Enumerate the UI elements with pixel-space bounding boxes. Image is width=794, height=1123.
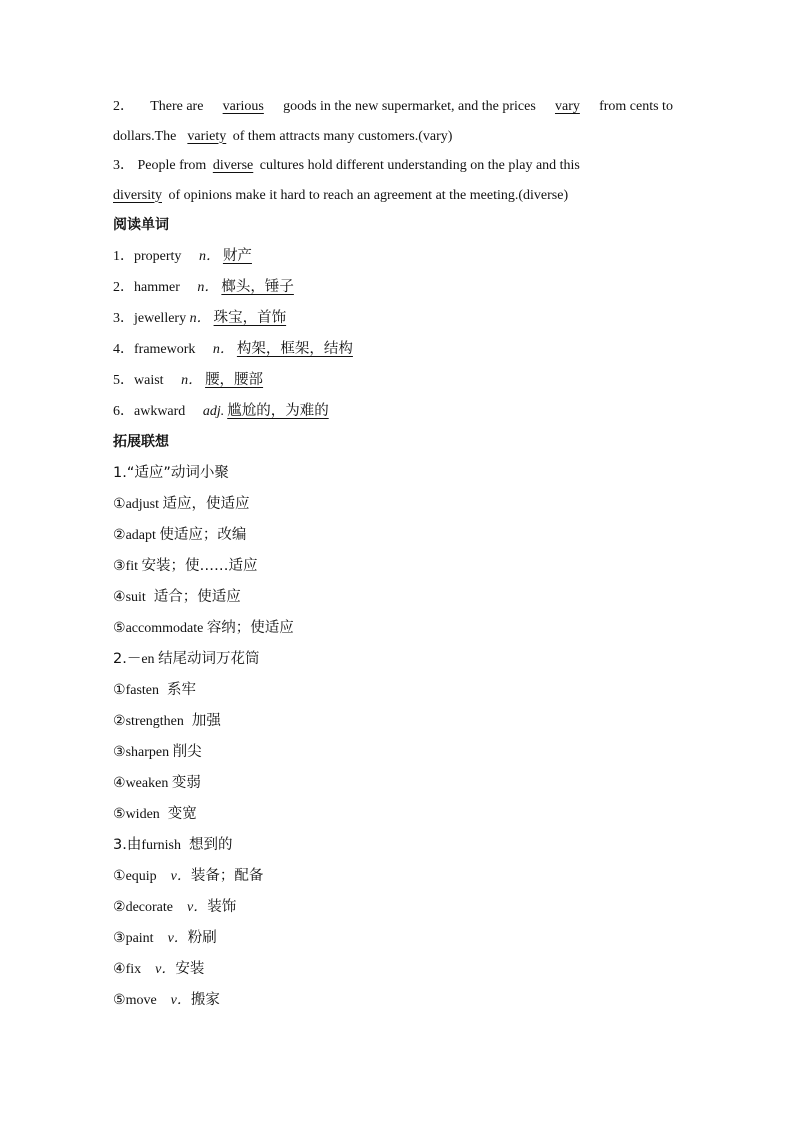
meaning-answer: 财产 <box>222 248 252 264</box>
extension-heading: 拓展联想 <box>113 434 169 450</box>
group-2-item: ①fasten 系牢 <box>113 682 196 698</box>
exercise-2-answer-variety: variety <box>187 128 227 144</box>
group-2-item: ⑤widen 变宽 <box>113 806 197 822</box>
exercise-2-line-2 <box>113 122 673 152</box>
exercise-3-text-d: of opinions make it hard to reach an agreement at the meeting.(diverse) <box>168 187 569 203</box>
group-1-item: ④suit 适合；使适应 <box>113 589 241 605</box>
group-1-item: ③fit 安装；使……适应 <box>113 558 258 574</box>
group-3-item: ②decorate v．装饰 <box>113 899 237 915</box>
exercise-2-text-f: of them attracts many customers.(vary) <box>232 128 453 144</box>
word: hammer <box>134 280 180 295</box>
reading-words-heading: 阅读单词 <box>113 217 169 233</box>
group-3-item: ①equip v．装备；配备 <box>113 868 264 884</box>
reading-item: 6．awkward adj. 尴尬的，为难的 <box>113 396 673 427</box>
reading-item: 3．jewellery n． 珠宝，首饰 <box>113 303 673 334</box>
group-3-item: ⑤move v．搬家 <box>113 992 220 1008</box>
group-2-item: ③sharpen 削尖 <box>113 744 202 760</box>
exercise-3-text-c: cultures hold different understanding on the play and this <box>259 158 580 173</box>
word: awkward <box>134 404 186 419</box>
document-page <box>113 92 673 1016</box>
part-of-speech: n． <box>212 342 234 357</box>
exercise-2-text-a: There are <box>150 99 204 114</box>
group-1-item: ⑤accommodate 容纳；使适应 <box>113 620 294 636</box>
meaning-answer: 腰，腰部 <box>205 372 264 388</box>
meaning-answer: 构架，框架，结构 <box>236 341 353 357</box>
reading-item: 1．property n． 财产 <box>113 241 673 272</box>
exercise-3-line-2 <box>113 181 673 211</box>
group-1-item: ①adjust 适应，使适应 <box>113 496 250 512</box>
meaning-answer: 尴尬的，为难的 <box>227 403 329 419</box>
group-2-item: ④weaken 变弱 <box>113 775 201 791</box>
group-2-item: ②strengthen 加强 <box>113 713 221 729</box>
part-of-speech: n． <box>198 249 220 264</box>
word: jewellery <box>134 311 187 326</box>
meaning-answer: 珠宝，首饰 <box>213 310 287 326</box>
exercise-2-text-e: dollars.The <box>113 128 177 144</box>
reading-item: 5．waist n． 腰，腰部 <box>113 365 673 396</box>
part-of-speech: n． <box>189 311 211 326</box>
part-of-speech: adj. <box>202 404 225 419</box>
meaning-answer: 榔头，锤子 <box>221 279 294 295</box>
exercise-3-line-1 <box>113 151 673 181</box>
part-of-speech: n． <box>197 280 219 295</box>
part-of-speech: n． <box>181 373 203 388</box>
exercise-2-answer-vary: vary <box>554 99 580 114</box>
exercise-2-answer-various: various <box>222 99 264 114</box>
exercise-2-text-c: goods in the new supermarket, and the prices <box>283 99 536 114</box>
exercise-3-number: 3． <box>113 158 134 173</box>
word: property <box>134 249 182 264</box>
group-1-item: ②adapt 使适应；改编 <box>113 527 247 543</box>
group-3-item: ③paint v．粉刷 <box>113 930 217 946</box>
exercise-3-answer-diversity: diversity <box>113 187 162 203</box>
exercise-2-line-1 <box>113 92 673 122</box>
group-2-title: 2.－en 结尾动词万花筒 <box>113 651 260 667</box>
word: framework <box>134 342 196 357</box>
group-3-title: 3.由furnish 想到的 <box>113 837 233 853</box>
reading-item: 4．framework n． 构架，框架，结构 <box>113 334 673 365</box>
group-3-item: ④fix v．安装 <box>113 961 205 977</box>
exercise-3-text-a: People from <box>137 158 207 173</box>
exercise-3-answer-diverse: diverse <box>212 158 254 173</box>
reading-item: 2．hammer n． 榔头，锤子 <box>113 272 673 303</box>
exercise-2-text-d: from cents to <box>599 99 673 114</box>
group-1-title: 1.“适应”动词小聚 <box>113 465 229 481</box>
word: waist <box>134 373 164 388</box>
exercise-2-number: 2． <box>113 99 134 114</box>
